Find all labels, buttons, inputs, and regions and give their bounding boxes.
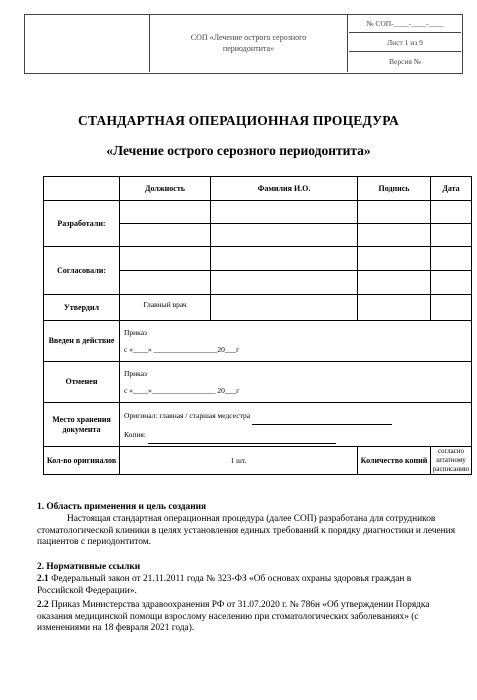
ref-2-text: Приказ Министерства здравоохранения РФ от 31.07.2020 г. № 786н «Об утверждении Порядка оказания медицинской помощи взрослому населению при стоматологических заболеваниях» (с изменениями на 18 февраля 2021 года).: [37, 600, 430, 633]
storage-copy-line[interactable]: [148, 443, 336, 444]
agreed-date-2[interactable]: [431, 271, 472, 295]
row-label-developed: Разработали:: [44, 201, 120, 247]
copies-count-label: Количество копий: [358, 447, 431, 475]
developed-name-1[interactable]: [211, 201, 358, 224]
storage-original-label: Оригинал: главная / старшая медсестра: [124, 410, 251, 420]
agreed-name-1[interactable]: [211, 247, 358, 271]
approval-table: [43, 176, 472, 475]
section-1-text: Настоящая стандартная операционная процедура (далее СОП) разработана для сотрудников стоматологической клиники в целях установления единых требований к порядку диагностики и лечения пациентов с периодонтитом.: [37, 514, 456, 547]
row-label-storage: Место хранения документа: [44, 403, 120, 447]
approved-signature[interactable]: [358, 295, 431, 321]
row-label-cancelled: Отменен: [44, 362, 120, 403]
header-meta-cell: [349, 14, 461, 72]
sheet-number: Лист 1 из 9: [349, 33, 461, 52]
col-header-signature: Подпись: [358, 177, 431, 201]
copies-count-value: согласно штатному расписанию: [431, 447, 472, 475]
ref-2-number: 2.2: [37, 600, 49, 610]
corner-cell: [44, 177, 120, 201]
developed-date-2[interactable]: [431, 224, 472, 247]
section-2-heading: 2. Нормативные ссылки: [37, 562, 141, 572]
section-2-ref-1: [37, 574, 457, 597]
approved-position: Главный врач: [120, 295, 211, 321]
approved-name[interactable]: [211, 295, 358, 321]
ref-1-text: Федеральный закон от 21.11.2011 года № 323-ФЗ «Об основах охраны здоровья граждан в Российской Федерации».: [37, 574, 412, 596]
approved-date[interactable]: [431, 295, 472, 321]
developed-position-2[interactable]: [120, 224, 211, 247]
col-header-date: Дата: [431, 177, 472, 201]
header-logo-cell: [24, 14, 150, 72]
introduced-date-line: с «____» _________________20___г: [124, 345, 240, 354]
agreed-signature-1[interactable]: [358, 247, 431, 271]
agreed-position-1[interactable]: [120, 247, 211, 271]
cancelled-order-label: Приказ: [124, 369, 148, 378]
storage-copy-label: Копия:: [124, 429, 146, 439]
ref-1-number: 2.1: [37, 574, 49, 584]
cancelled-date-line: с «____»_________________ 20___г: [124, 386, 240, 395]
cancelled-order-cell: [120, 362, 472, 403]
developed-position-1[interactable]: [120, 201, 211, 224]
document-subtitle: «Лечение острого серозного периодонтита»: [106, 143, 371, 158]
agreed-signature-2[interactable]: [358, 271, 431, 295]
developed-name-2[interactable]: [211, 224, 358, 247]
developed-date-1[interactable]: [431, 201, 472, 224]
introduced-order-label: Приказ: [124, 328, 148, 337]
col-header-name: Фамилия И.О.: [211, 177, 358, 201]
agreed-name-2[interactable]: [211, 271, 358, 295]
row-label-introduced: Введен в действие: [44, 321, 120, 362]
storage-copy: [124, 425, 471, 444]
row-label-approved: Утвердил: [44, 295, 120, 321]
storage-original: [124, 406, 471, 425]
agreed-position-2[interactable]: [120, 271, 211, 295]
document-title: СТАНДАРТНАЯ ОПЕРАЦИОННАЯ ПРОЦЕДУРА: [78, 113, 399, 128]
developed-signature-2[interactable]: [358, 224, 431, 247]
storage-cell: [120, 403, 472, 447]
section-1-heading: 1. Область применения и цель создания: [37, 502, 207, 512]
col-header-position: Должность: [120, 177, 211, 201]
developed-signature-1[interactable]: [358, 201, 431, 224]
sop-number: № СОП-____-____-____: [349, 14, 461, 33]
row-label-agreed: Согласовали:: [44, 247, 120, 295]
introduced-order-cell: [120, 321, 472, 362]
section-2-ref-2: [37, 600, 457, 635]
header-title-cell: СОП «Лечение острого серозного периодонтита»: [150, 14, 348, 72]
row-label-originals-count: Кол-во оригиналов: [44, 447, 120, 475]
agreed-date-1[interactable]: [431, 247, 472, 271]
originals-count-value: 1 шт.: [120, 447, 358, 475]
version-number: Версия №: [389, 57, 421, 66]
